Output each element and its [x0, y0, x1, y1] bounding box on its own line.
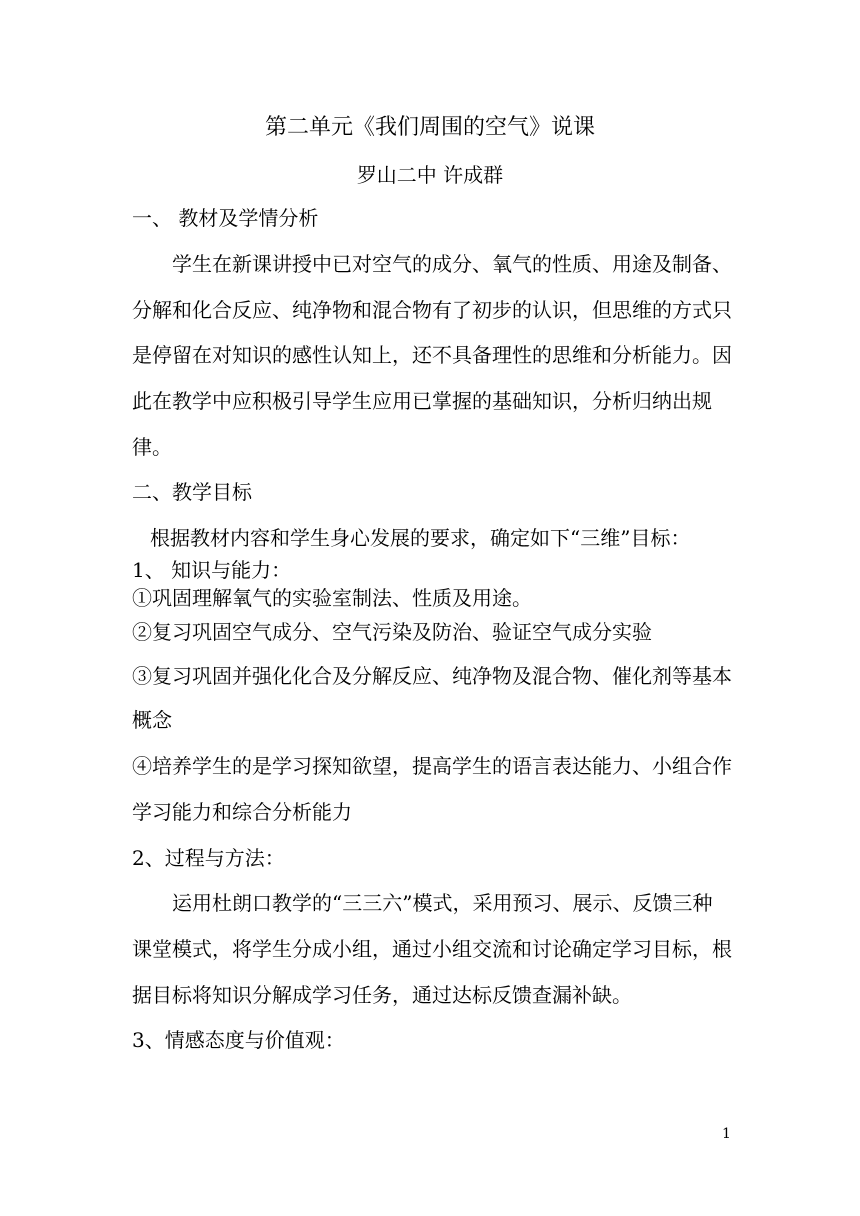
paragraph-line: 据目标将知识分解成学习任务，通过达标反馈查漏补缺。	[132, 983, 632, 1007]
page-number: 1	[722, 1126, 731, 1142]
paragraph-line: 律。	[132, 435, 172, 459]
paragraph-line: 根据教材内容和学生身心发展的要求，确定如下“三维”目标：	[150, 526, 691, 550]
subsection-heading-2: 2、过程与方法：	[132, 846, 285, 870]
section-heading-1: 一、 教材及学情分析	[132, 206, 319, 230]
paragraph-line: 此在教学中应积极引导学生应用已掌握的基础知识，分析归纳出规	[132, 389, 712, 413]
paragraph-line: 分解和化合反应、纯净物和混合物有了初步的认识，但思维的方式只	[132, 298, 732, 322]
subsection-heading-1: 1、 知识与能力：	[132, 558, 292, 582]
document-author: 罗山二中 许成群	[356, 163, 504, 187]
list-item: ④培养学生的是学习探知欲望，提高学生的语言表达能力、小组合作	[132, 754, 732, 778]
paragraph-line: 学生在新课讲授中已对空气的成分、氧气的性质、用途及制备、	[172, 252, 732, 276]
document-title: 第二单元《我们周围的空气》说课	[264, 115, 595, 140]
list-item: 概念	[132, 708, 172, 732]
list-item: ③复习巩固并强化化合及分解反应、纯净物及混合物、催化剂等基本	[132, 664, 732, 688]
list-item: 学习能力和综合分析能力	[132, 800, 352, 824]
paragraph-line: 课堂模式，将学生分成小组，通过小组交流和讨论确定学习目标，根	[132, 937, 732, 961]
list-item: ②复习巩固空气成分、空气污染及防治、验证空气成分实验	[132, 620, 652, 644]
paragraph-line: 是停留在对知识的感性认知上，还不具备理性的思维和分析能力。因	[132, 343, 732, 367]
list-item: ①巩固理解氧气的实验室制法、性质及用途。	[132, 586, 532, 610]
paragraph-line: 运用杜朗口教学的“三三六”模式，采用预习、展示、反馈三种	[172, 891, 713, 915]
section-heading-2: 二、教学目标	[132, 480, 252, 504]
subsection-heading-3: 3、情感态度与价值观：	[132, 1028, 345, 1052]
